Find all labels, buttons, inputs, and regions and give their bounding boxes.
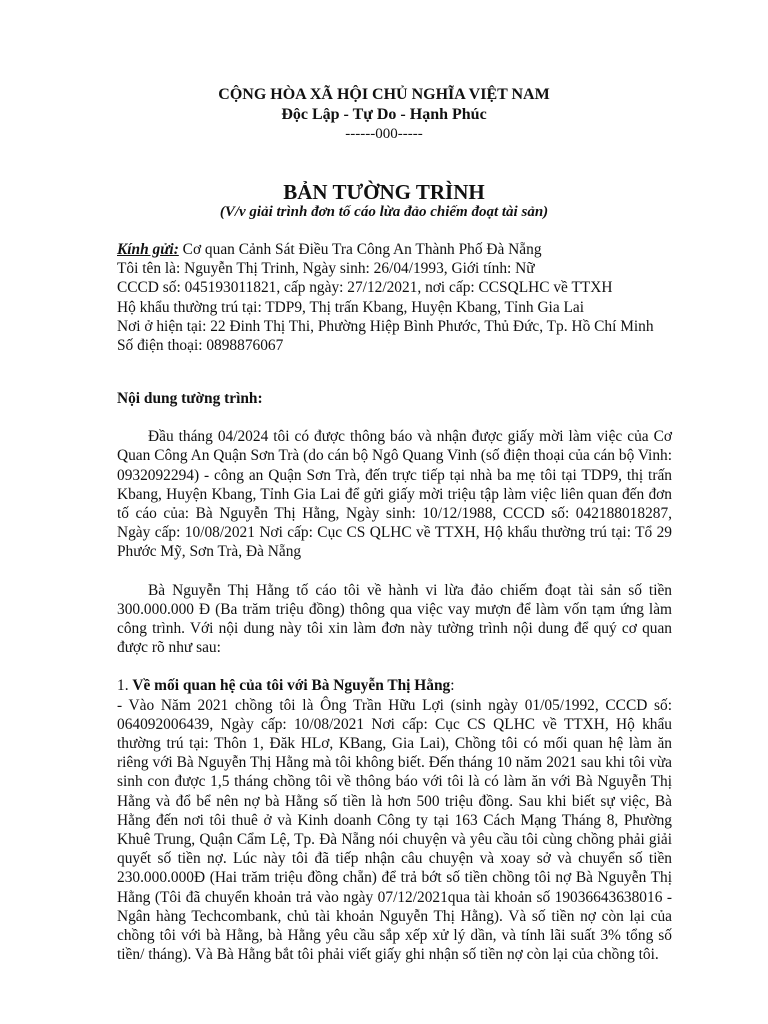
content-block [117,389,672,964]
section-1-colon: : [450,677,455,695]
recipient-label: Kính gửi: [117,241,179,258]
section-1-heading [117,676,672,695]
country-heading: CỘNG HÒA XÃ HỘI CHỦ NGHĨA VIỆT NAM [218,86,550,103]
spacer [117,562,672,581]
phone-line: Số điện thoại: 0898876067 [117,337,284,355]
content-heading: Nội dung tường trình: [117,390,263,407]
motto-heading: Độc Lập - Tự Do - Hạnh Phúc [281,106,487,123]
address-line: Nơi ở hiện tại: 22 Đinh Thị Thi, Phường Hiệp Bình Phước, Thủ Đức, Tp. Hồ Chí Minh [117,317,654,335]
section-1-number: 1. [117,677,133,695]
section-1-title: Về mối quan hệ của tôi với Bà Nguyễn Thị Hằng [132,677,451,695]
paragraph-1: Đầu tháng 04/2024 tôi có được thông báo và nhận được giấy mời làm việc của Cơ Quan Công An Quận Sơn Trà (do cán bộ Ngô Quang Vinh (số điện thoại của cán bộ Vinh: 0932092294) - công an Quận Sơn Trà, đến trực tiếp tại nhà ba mẹ tôi tại TDP9, thị trấn Kbang, Huyện Kbang, Tỉnh Gia Lai để gửi giấy mời triệu tập làm việc liên quan đến đơn tố cáo của: Bà Nguyễn Thị Hằng, Ngày sinh: 10/12/1988, CCCD số: 042188018287, Ngày cấp: 10/08/2021 Nơi cấp: Cục CS QLHC về TTXH, Hộ khẩu thường trú tại: Tổ 29 Phước Mỹ, Sơn Trà, Đà Nẵng [117,428,672,561]
name-line: Tôi tên là: Nguyễn Thị Trinh, Ngày sinh: 26/04/1993, Giới tính: Nữ [117,260,535,278]
document-title: BẢN TƯỜNG TRÌNH [283,180,485,204]
paragraph-2: Bà Nguyễn Thị Hằng tố cáo tôi về hành vi lừa đảo chiếm đoạt tài sản số tiền 300.000.000 Đ (Ba trăm triệu đồng) thông qua việc vay mượn để làm vốn tạm ứng làm công trình. Với nội dung này tôi xin làm đơn này tường trình nội dung để quý cơ quan được rõ như sau: [117,581,672,657]
recipient-value: Cơ quan Cảnh Sát Điều Tra Công An Thành Phố Đà Nẵng [178,241,542,258]
spacer [117,657,672,676]
document-subtitle: (V/v giải trình đơn tố cáo lừa đảo chiếm đoạt tài sản) [219,204,549,220]
id-line: CCCD số: 045193011821, cấp ngày: 27/12/2021, nơi cấp: CCSQLHC về TTXH [117,279,613,297]
header-separator: ------000----- [345,126,423,142]
spacer [117,408,672,427]
recipient-line [117,240,672,259]
personal-info-block [117,240,672,355]
paragraph-3: - Vào Năm 2021 chồng tôi là Ông Trần Hữu Lợi (sinh ngày 01/05/1992, CCCD số: 064092006439, Ngày cấp: 10/08/2021 Nơi cấp: Cục CS QLHC về TTXH, Hộ khẩu thường trú tại: Thôn 1, Đăk HLơ, KBang, Gia Lai), Chồng tôi có mối quan hệ làm ăn riêng với Bà Nguyễn Thị Hằng mà tôi không biết. Đến tháng 10 năm 2021 sau khi tôi vừa sinh con được 1,5 tháng chồng tôi về thông báo với tôi là có làm ăn với Bà Nguyễn Thị Hằng và đổ bể nên nợ bà Hằng số tiền là hơn 500 triệu đồng. Sau khi biết sự việc, Bà Hằng đến nơi tôi thuê ở và Kinh doanh Công ty tại 163 Cách Mạng Tháng 8, Phường Khuê Trung, Quận Cẩm Lệ, Tp. Đà Nẵng nói chuyện và yêu cầu tôi cùng chồng phải giải quyết số tiền nợ. Lúc này tôi đã tiếp nhận câu chuyện và xoay sở và chuyển số tiền 230.000.000Đ (Hai trăm triệu đồng chẵn) để trả bớt số tiền chồng tôi nợ Bà Nguyễn Thị Hằng (Tôi đã chuyển khoản trả vào ngày 07/12/2021qua tài khoản số 19036643638016 - Ngân hàng Techcombank, chủ tài khoản Nguyễn Thị Hằng). Và số tiền nợ còn lại của chồng tôi với bà Hằng, bà Hằng yêu cầu sắp xếp xử lý dần, và tính lãi suất 3% tổng số tiền/ tháng). Và Bà Hằng bắt tôi phải viết giấy ghi nhận số tiền nợ còn lại của chồng tôi. [117,696,672,964]
household-line: Hộ khẩu thường trú tại: TDP9, Thị trấn Kbang, Huyện Kbang, Tỉnh Gia Lai [117,298,585,316]
